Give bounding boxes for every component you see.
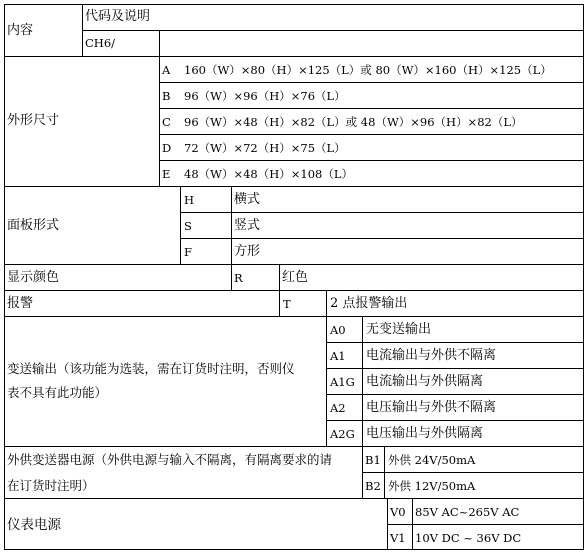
border-top bbox=[4, 4, 584, 5]
size-code: A bbox=[162, 63, 171, 77]
transmit-label: 表不具有此功能） bbox=[7, 385, 108, 400]
panel-desc: 横式 bbox=[234, 192, 261, 207]
transmit-code: A0 bbox=[330, 323, 346, 337]
size-desc: 72（W）×72（H）×75（L） bbox=[184, 141, 346, 155]
code-title: 代码及说明 bbox=[85, 9, 151, 24]
instrument-power-label: 仪表电源 bbox=[7, 517, 61, 533]
rule bbox=[180, 238, 584, 239]
size-desc: 160（W）×80（H）×125（L）或 80（W）×160（H）×125（L） bbox=[184, 63, 552, 77]
panel-label: 面板形式 bbox=[7, 218, 60, 233]
rule bbox=[326, 368, 584, 369]
alarm-code: T bbox=[283, 297, 291, 311]
rule bbox=[362, 316, 363, 446]
rule bbox=[180, 212, 584, 213]
size-desc: 96（W）×48（H）×82（L）或 48（W）×96（H）×82（L） bbox=[184, 115, 523, 129]
alarm-label: 报警 bbox=[7, 296, 34, 311]
size-desc: 48（W）×48（H）×108（L） bbox=[184, 167, 353, 181]
transmit-desc: 无变送输出 bbox=[366, 322, 432, 337]
content-label: 内容 bbox=[7, 23, 34, 38]
instrument-power-code: V1 bbox=[390, 531, 406, 545]
rule bbox=[159, 160, 584, 161]
size-desc: 96（W）×96（H）×76（L） bbox=[184, 89, 346, 103]
display-color-desc: 红色 bbox=[282, 270, 309, 285]
rule bbox=[362, 472, 584, 473]
rule bbox=[180, 186, 181, 264]
rule bbox=[326, 316, 327, 446]
rule bbox=[326, 342, 584, 343]
panel-code: F bbox=[184, 245, 192, 259]
rule bbox=[231, 186, 232, 264]
border-left bbox=[4, 4, 5, 550]
transmit-label: 变送输出（该功能为选装，需在订货时注明，否则仪 bbox=[7, 361, 295, 376]
rule bbox=[159, 134, 584, 135]
instrument-power-desc: 85V AC~265V AC bbox=[415, 505, 520, 519]
panel-desc: 方形 bbox=[234, 244, 261, 259]
ext-power-desc: 外供 12V/50mA bbox=[388, 479, 476, 493]
instrument-power-code: V0 bbox=[390, 505, 406, 519]
panel-code: H bbox=[184, 193, 195, 207]
rule bbox=[326, 290, 327, 316]
rule bbox=[387, 524, 584, 525]
panel-code: S bbox=[184, 219, 192, 233]
rule bbox=[4, 186, 584, 187]
transmit-desc: 电流输出与外供隔离 bbox=[366, 374, 484, 389]
rule bbox=[231, 264, 232, 290]
rule bbox=[4, 498, 584, 499]
rule bbox=[159, 82, 584, 83]
size-code: D bbox=[162, 141, 172, 155]
ext-power-desc: 外供 24V/50mA bbox=[388, 453, 476, 467]
size-code: C bbox=[162, 115, 171, 129]
ext-power-label: 在订货时注明） bbox=[7, 478, 95, 493]
size-code: E bbox=[162, 167, 171, 181]
transmit-code: A2 bbox=[330, 401, 346, 415]
rule bbox=[279, 264, 280, 290]
rule bbox=[159, 56, 160, 186]
rule bbox=[82, 30, 584, 31]
rule bbox=[4, 56, 584, 57]
instrument-power-desc: 10V DC ~ 36V DC bbox=[415, 531, 522, 545]
rule bbox=[4, 316, 584, 317]
rule bbox=[326, 394, 584, 395]
rule bbox=[4, 264, 584, 265]
size-label: 外形尺寸 bbox=[7, 113, 60, 128]
ext-power-code: B1 bbox=[365, 453, 381, 467]
transmit-code: A1 bbox=[330, 349, 346, 363]
rule bbox=[159, 30, 160, 56]
transmit-code: A1G bbox=[330, 375, 355, 389]
transmit-desc: 电压输出与外供隔离 bbox=[366, 426, 484, 441]
rule bbox=[82, 4, 83, 56]
border-bottom bbox=[4, 549, 584, 550]
rule bbox=[159, 108, 584, 109]
alarm-desc: 2 点报警输出 bbox=[330, 296, 408, 311]
border-right bbox=[583, 4, 584, 550]
ext-power-code: B2 bbox=[365, 479, 381, 493]
spec-table bbox=[4, 4, 584, 550]
display-color-label: 显示颜色 bbox=[7, 270, 60, 285]
rule bbox=[4, 290, 584, 291]
code-prefix: CH6/ bbox=[85, 36, 116, 50]
rule bbox=[4, 446, 584, 447]
display-color-code: R bbox=[234, 271, 243, 285]
transmit-desc: 电流输出与外供不隔离 bbox=[366, 348, 497, 363]
rule bbox=[326, 420, 584, 421]
panel-desc: 竖式 bbox=[234, 218, 261, 233]
ext-power-label: 外供变送器电源（外供电源与输入不隔离，有隔离要求的请 bbox=[7, 452, 333, 467]
rule bbox=[279, 290, 280, 316]
transmit-desc: 电压输出与外供不隔离 bbox=[366, 400, 497, 415]
transmit-code: A2G bbox=[330, 427, 355, 441]
size-code: B bbox=[162, 89, 171, 103]
